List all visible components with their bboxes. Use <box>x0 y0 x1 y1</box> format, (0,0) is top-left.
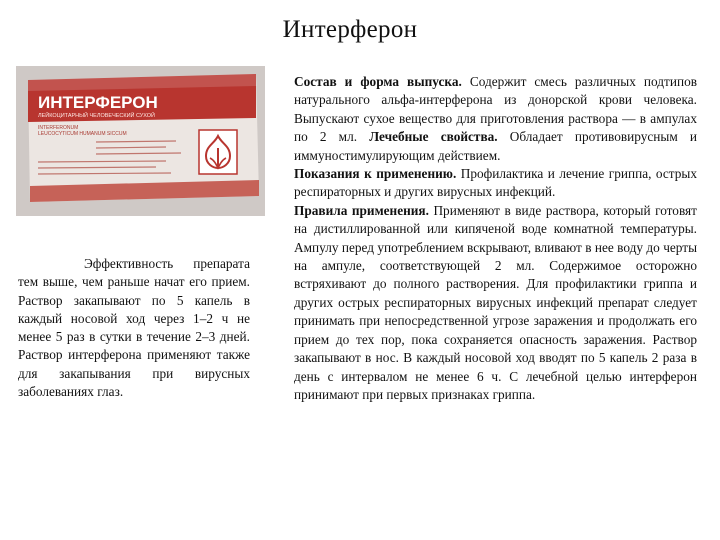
package-line3: LEUCOCYTICUM HUMANUM SICCUM <box>38 131 127 137</box>
interferon-box-image <box>16 66 265 216</box>
usage-text: Применяют в виде раствора, который готовят на дистиллированной или кипяченой воде комнатной температуры. Ампулу перед употреблением вскрывают, вливают в нее воду до черты на ампуле, соответствующей 2 мл. Содержимое осторожно встряхивают до полного растворения. Для профилактики гриппа и других острых респираторных вирусных инфекций препарат следует принимать при непосредственной угрозе заражения и продолжать его прием до тех пор, пока сохраняется опасность заражения. Раствор закапывают в нос. В каждый носовой ход вводят по 5 капель 2 раза в день с интервалом не менее 6 ч. С лечебной целью интерферон принимают при первых признаках гриппа. <box>294 202 697 402</box>
right-column <box>294 73 697 404</box>
package-brand: ИНТЕРФЕРОН <box>38 93 158 112</box>
composition-text: Содержит смесь различных подтипов натурального альфа-интерферона из донорской крови человека. Выпускают сухое вещество для приготовления раствора — в ампулах по 2 мл. <box>294 74 698 145</box>
properties-label: Лечебные свойства. <box>369 129 498 145</box>
properties-text: Обладает противовирусным и иммуностимулирующим действием. <box>294 129 697 163</box>
tulip-logo-icon <box>199 130 237 174</box>
package-line2: INTERFERONUM <box>38 125 79 131</box>
left-paragraph-text: Эффективность препарата тем выше, чем раньше начат его прием. Раствор закапывают по 5 капель в каждый носовой ход через 1–2 ч не менее 5 раз в сутки в течение 2–3 дней. Раствор интерферона применяют также для закапывания при вирусных заболеваниях глаз. <box>18 256 250 400</box>
slide-title: Интерферон <box>282 16 418 43</box>
indications-paragraph <box>294 165 697 202</box>
product-package-photo <box>16 66 265 216</box>
left-paragraph <box>18 255 250 401</box>
package-line1: ЛЕЙКОЦИТАРНЫЙ ЧЕЛОВЕЧЕСКИЙ СУХОЙ <box>38 113 156 119</box>
composition-paragraph <box>294 73 697 165</box>
usage-paragraph <box>294 202 697 404</box>
composition-label: Состав и форма выпуска. <box>294 74 462 89</box>
indications-label: Показания к применению. <box>294 166 457 182</box>
indications-text: Профилактика и лечение гриппа, острых респираторных и других вирусных инфекций. <box>294 166 698 200</box>
usage-label: Правила применения. <box>294 202 429 218</box>
